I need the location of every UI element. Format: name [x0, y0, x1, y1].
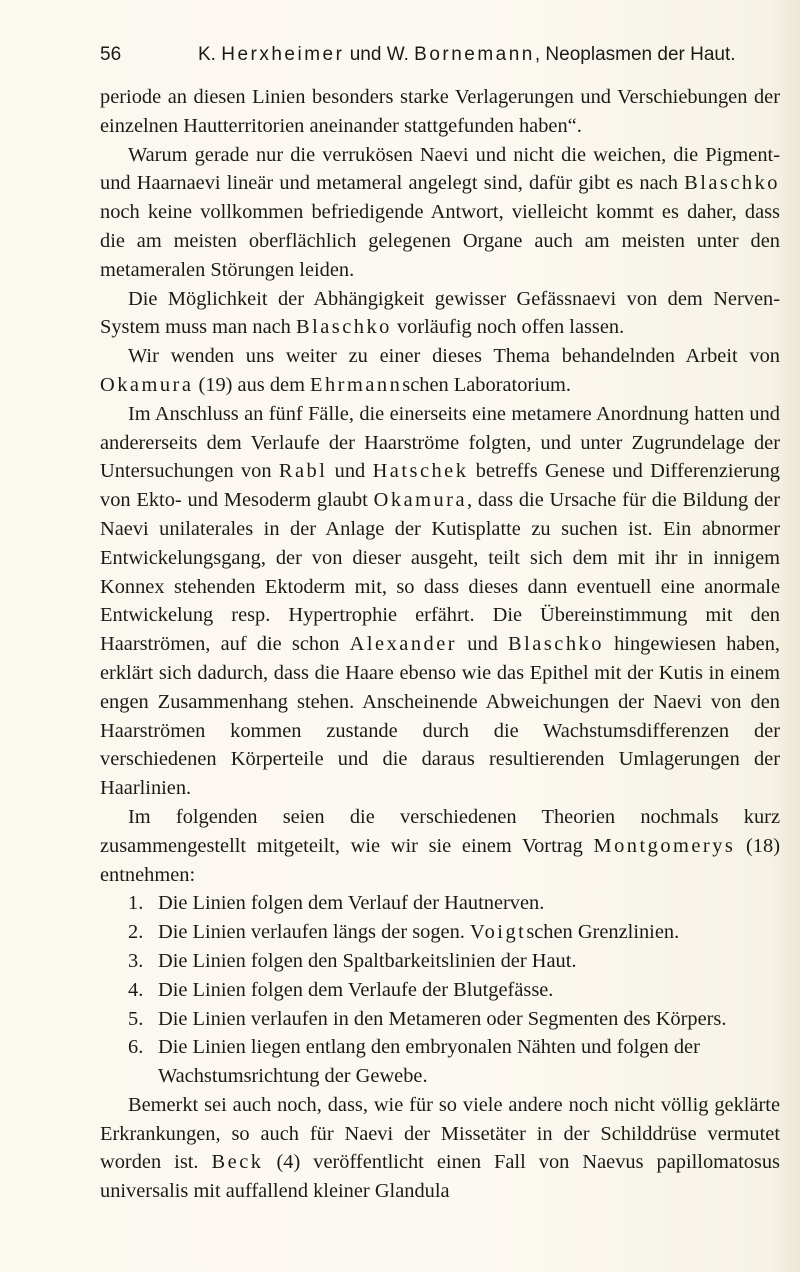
name-alexander: Alexander [349, 633, 458, 656]
text-run: und [327, 460, 373, 483]
paragraph-2 [100, 141, 780, 285]
list-item-2 [100, 918, 780, 947]
paragraph-7 [100, 1091, 780, 1206]
list-text: Die Linien folgen dem Verlaufe der Blutgefässe. [158, 978, 554, 1001]
text-run: Im folgenden seien die verschiedenen Theorien nochmals kurz zusammengestellt mitgeteilt, wie wir sie einem Vortrag [100, 805, 780, 857]
name-voigt: Voigt [469, 921, 527, 944]
list-text: Die Linien folgen dem Verlauf der Hautnerven. [158, 892, 545, 915]
name-rabl: Rabl [278, 460, 328, 483]
text-run: vorläufig noch offen lassen. [391, 316, 625, 339]
authors-prefix: K. [198, 44, 222, 65]
page-number: 56 [100, 44, 122, 65]
text-run: , dass die Ursache für die Bildung der Naevi unilaterales in der Anlage der Kutisplatte zu suchen ist. Ein abnormer Entwickelungsgang, der von dieser ausgeht, teilt sich dem mit ihr in innigem Konnex stehenden Ektoderm mit, so dass dieses dann eventuell eine anormale Entwickelung resp. Hypertrophie erfährt. Die Übereinstimmung mit den Haarströmen, auf die schon [100, 489, 780, 656]
text-run: Die Möglichkeit der Abhängigkeit gewisser Gefässnaevi von dem Nerven-System muss man nach [100, 287, 780, 339]
author-herxheimer: Herxheimer [221, 44, 345, 65]
text-run: Im Anschluss an fünf Fälle, die einerseits eine metamere Anordnung hatten und andererseits dem Verlaufe der Haarströme folgten, und unter Zugrundelage der Untersuchungen von [100, 402, 780, 483]
paragraph-5 [100, 400, 780, 803]
list-item-3 [100, 947, 780, 976]
list-text: Die Linien verlaufen in den Metameren oder Segmenten des Körpers. [158, 1007, 727, 1030]
list-item-5 [100, 1005, 780, 1034]
text-run: Warum gerade nur die verrukösen Naevi und nicht die weichen, die Pigment- und Haarnaevi lineär und metameral angelegt sind, dafür gibt es nach [100, 143, 780, 195]
name-blaschko: Blaschko [508, 633, 604, 656]
list-number: 2. [128, 921, 144, 944]
text-run: und [457, 633, 509, 656]
book-title: , Neoplasmen der Haut. [534, 44, 736, 65]
list-item-6 [100, 1033, 780, 1091]
list-number: 1. [128, 892, 144, 915]
authors-mid: und W. [344, 44, 415, 65]
paragraph-6 [100, 803, 780, 889]
text-run: Bemerkt sei auch noch, dass, wie für so viele andere noch nicht völlig geklärte Erkrankungen, so auch für Naevi der Missetäter in der Schilddrüse vermutet worden ist. [100, 1093, 780, 1174]
text-run: (19) aus dem [193, 373, 311, 396]
text-run: betreffs Genese und Differenzierung von Ekto- und Mesoderm glaubt [100, 460, 780, 512]
name-hatschek: Hatschek [372, 460, 469, 483]
list-text: Die Linien verlaufen längs der sogen. [158, 921, 470, 944]
running-title [198, 40, 736, 70]
list-text: Die Linien liegen entlang den embryonalen Nähten und folgen der Wachstumsrichtung der Gewebe. [158, 1036, 700, 1088]
body-text [100, 83, 780, 1206]
name-montgomery: Montgomerys [593, 834, 736, 857]
text-run: Wir wenden uns weiter zu einer dieses Thema behandelnden Arbeit von [128, 345, 780, 368]
list-text: Die Linien folgen den Spaltbarkeitslinien der Haut. [158, 949, 577, 972]
text-run: schen Laboratorium. [402, 373, 572, 396]
paragraph-4 [100, 342, 780, 400]
text-run: (4) veröffentlicht einen Fall von Naevus papillomatosus universalis mit auffallend kleiner Glandula [100, 1151, 780, 1203]
list-text: schen Grenzlinien. [526, 921, 680, 944]
name-okamura: Okamura [100, 373, 194, 396]
author-bornemann: Bornemann [414, 44, 535, 65]
list-item-1 [100, 889, 780, 918]
name-okamura: Okamura [373, 489, 468, 512]
list-number: 4. [128, 978, 144, 1001]
text-run: (18) entnehmen: [100, 834, 780, 886]
paragraph-1: periode an diesen Linien besonders starke Verlagerungen und Verschiebungen der einzelnen Hautterritorien aneinander stattgefunden haben“. [100, 86, 780, 137]
theory-list [100, 889, 780, 1091]
name-blaschko: Blaschko [684, 172, 780, 195]
paragraph-3 [100, 285, 780, 343]
name-ehrmann: Ehrmann [310, 373, 403, 396]
list-number: 5. [128, 1007, 144, 1030]
list-number: 3. [128, 949, 144, 972]
list-item-4 [100, 976, 780, 1005]
name-blaschko: Blaschko [295, 316, 392, 339]
text-run: noch keine vollkommen befriedigende Antwort, vielleicht kommt es daher, dass die am meisten oberflächlich gelegenen Organe auch am meisten unter den metameralen Störungen leiden. [100, 201, 780, 281]
text-run: hingewiesen haben, erklärt sich dadurch, dass die Haare ebenso wie das Epithel mit der Kutis in einem engen Zusammenhang stehen. Anscheinende Abweichungen der Naevi von den Haarströmen kommen zustande durch die Wachstumsdifferenzen der verschiedenen Körperteile und die daraus resultierenden Umlagerungen der Haarlinien. [100, 633, 780, 800]
list-number: 6. [128, 1036, 144, 1059]
running-header [100, 40, 780, 70]
name-beck: Beck [211, 1151, 264, 1174]
